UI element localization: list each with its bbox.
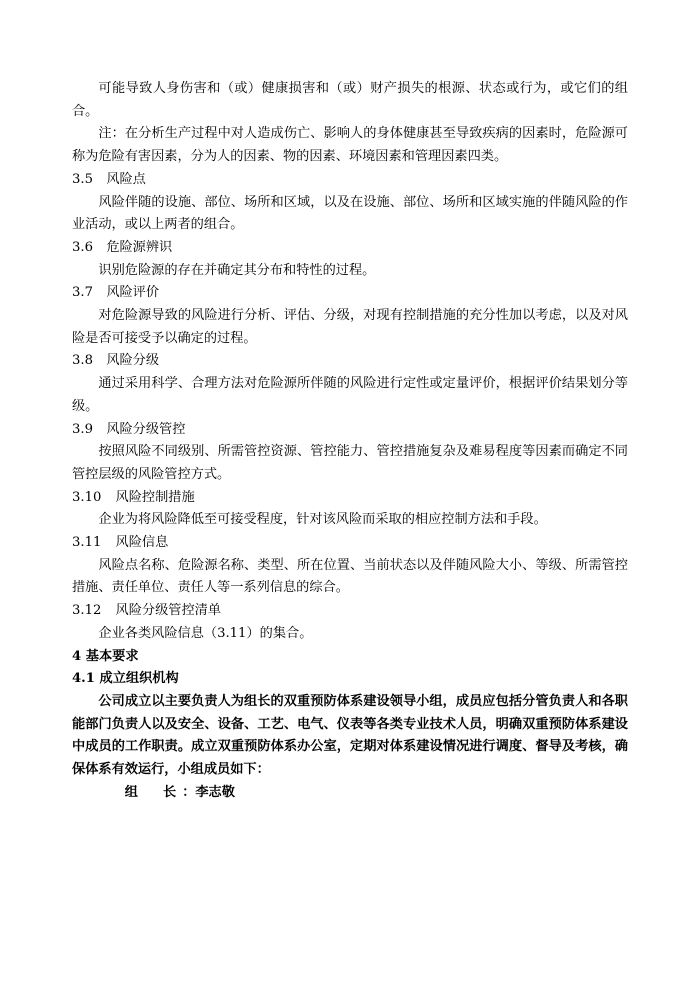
heading-3-6 [72,237,628,260]
heading-3-10-title: 风险控制措施 [115,489,195,505]
heading-3-11-number: 3.11 [72,535,102,551]
heading-3-6-number: 3.6 [72,239,93,255]
paragraph-3-8-body: 通过采用科学、合理方法对危险源所伴随的风险进行定性或定量评价，根据评价结果划分等级。 [72,376,628,414]
heading-3-8-number: 3.8 [72,353,93,369]
paragraph-3-11-body: 风险点名称、危险源名称、类型、所在位置、当前状态以及伴随风险大小、等级、所需管控措施、责任单位、责任人等一系列信息的综合。 [72,557,628,596]
paragraph-4-1-body: 公司成立以主要负责人为组长的双重预防体系建设领导小组，成员应包括分管负责人和各职能部门负责人以及安全、设备、工艺、电气、仪表等各类专业技术人员，明确双重预防体系建设中成员的工作职责。成立双重预防体系办公室，定期对体系建设情况进行调度、督导及考核，确保体系有效运行，小组成员如下： [72,693,628,778]
heading-3-10-number: 3.10 [72,489,102,505]
heading-3-8 [72,350,628,373]
heading-section-4: 4 基本要求 [72,648,139,664]
heading-3-8-title: 风险分级 [106,353,160,369]
member-person-name: 李志敬 [195,784,235,800]
paragraph-definition-continued: 可能导致人身伤害和（或）健康损害和（或）财产损失的根源、状态或行为，或它们的组合。 [72,81,628,119]
heading-3-9-title: 风险分级管控 [106,421,186,437]
heading-3-7 [72,282,628,305]
paragraph-3-7-body: 对危险源导致的风险进行分析、评估、分级，对现有控制措施的充分性加以考虑，以及对风险是否可接受予以确定的过程。 [72,308,628,346]
paragraph-3-9-body: 按照风险不同级别、所需管控资源、管控能力、管控措施复杂及难易程度等因素而确定不同管控层级的风险管控方式。 [72,444,628,482]
heading-3-7-number: 3.7 [72,285,93,301]
heading-3-5-title: 风险点 [106,171,146,187]
heading-3-9 [72,419,628,442]
paragraph-3-5-body: 风险伴随的设施、部位、场所和区域，以及在设施、部位、场所和区域实施的伴随风险的作业活动，或以上两者的组合。 [72,194,628,233]
heading-3-7-title: 风险评价 [106,285,160,301]
heading-4-1: 4.1 成立组织机构 [72,671,179,687]
heading-3-9-number: 3.9 [72,421,93,437]
heading-3-6-title: 危险源辨识 [106,239,173,255]
heading-3-10 [72,487,628,510]
member-role-label: 组 长 [124,784,183,800]
paragraph-3-10-body: 企业为将风险降低至可接受程度，针对该风险而采取的相应控制方法和手段。 [98,512,547,528]
member-separator: ： [182,784,196,800]
paragraph-3-6-body: 识别危险源的存在并确定其分布和特性的过程。 [98,262,376,278]
heading-3-12-number: 3.12 [72,603,102,619]
heading-3-11-title: 风险信息 [115,535,169,551]
heading-3-11 [72,532,628,555]
heading-3-12 [72,600,628,623]
paragraph-3-12-body: 企业各类风险信息（3.11）的集合。 [98,625,313,641]
document-body [72,78,628,805]
heading-3-5 [72,169,628,192]
heading-3-12-title: 风险分级管控清单 [115,603,222,619]
paragraph-note-hazard-source: 注：在分析生产过程中对人造成伤亡、影响人的身体健康甚至导致疾病的因素时，危险源可称为危险有害因素，分为人的因素、物的因素、环境因素和管理因素四类。 [72,126,628,165]
member-line-group-leader [72,782,628,805]
heading-3-5-number: 3.5 [72,171,93,187]
